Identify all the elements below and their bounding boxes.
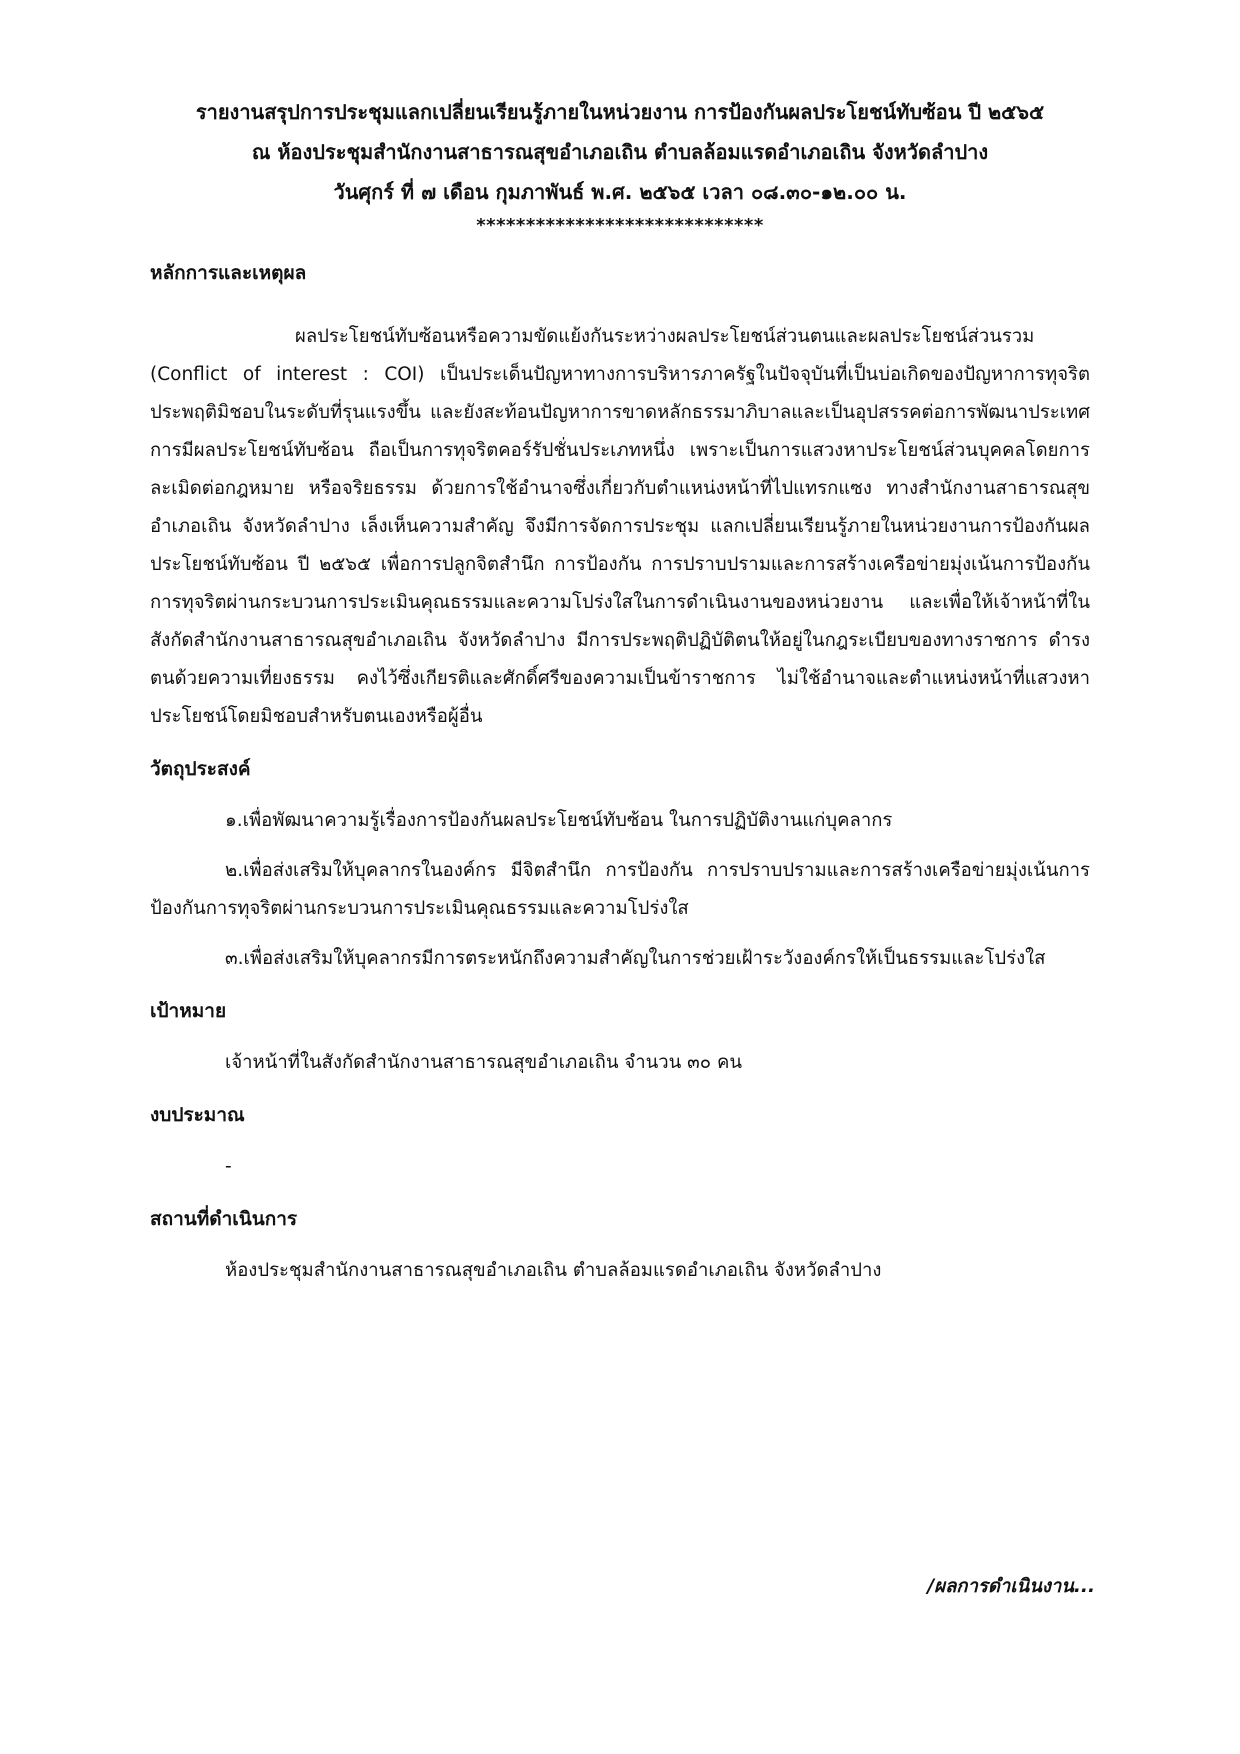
objective-item-3: ๓.เพื่อส่งเสริมให้บุคลากรมีการตระหนักถึงความสำคัญในการช่วยเฝ้าระวังองค์กรให้เป็นธรรมและโปร่งใส	[225, 948, 1046, 969]
objective-item-1: ๑.เพื่อพัฒนาความรู้เรื่องการป้องกันผลประโยชน์ทับซ้อน ในการปฏิบัติงานแก่บุคลากร	[225, 810, 893, 831]
target-text: เจ้าหน้าที่ในสังกัดสำนักงานสาธารณสุขอำเภอเถิน จำนวน ๓๐ คน	[225, 1052, 742, 1073]
report-body	[150, 252, 1090, 1290]
report-date: วันศุกร์ ที่ ๗ เดือน กุมภาพันธ์ พ.ศ. ๒๕๖๕ เวลา ๐๘.๓๐-๑๒.๐๐ น.	[333, 180, 907, 204]
report-title: รายงานสรุปการประชุมแลกเปลี่ยนเรียนรู้ภายในหน่วยงาน การป้องกันผลประโยชน์ทับซ้อน ปี ๒๕๖๕	[195, 100, 1045, 124]
rationale-heading: หลักการและเหตุผล	[150, 262, 307, 284]
continued-note: /ผลการดำเนินงาน...	[927, 1576, 1095, 1597]
venue-heading: สถานที่ดำเนินการ	[150, 1208, 298, 1230]
rationale-text: ผลประโยชน์ทับซ้อนหรือความขัดแย้งกันระหว่างผลประโยชน์ส่วนตนและผลประโยชน์ส่วนรวม (Conflict of interest : COI) เป็นประเด็นปัญหาทางการบริหารภาครัฐในปัจจุบันที่เป็นบ่อเกิดของปัญหาการทุจริตประพฤติมิชอบในระดับที่รุนแรงขึ้น และยังสะท้อนปัญหาการขาดหลักธรรมาภิบาลและเป็นอุปสรรคต่อการพัฒนาประเทศ การมีผลประโยชน์ทับซ้อน ถือเป็นการทุจริตคอร์รัปชั่นประเภทหนึ่ง เพราะเป็นการแสวงหาประโยชน์ส่วนบุคคลโดยการละเมิดต่อกฎหมาย หรือจริยธรรม ด้วยการใช้อำนาจซึ่งเกี่ยวกับตำแหน่งหน้าที่ไปแทรกแซง ทางสำนักงานสาธารณสุขอำเภอเถิน จังหวัดลำปาง เล็งเห็นความสำคัญ จึงมีการจัดการประชุม แลกเปลี่ยนเรียนรู้ภายในหน่วยงานการป้องกันผลประโยชน์ทับซ้อน ปี ๒๕๖๕ เพื่อการปลูกจิตสำนึก การป้องกัน การปราบปรามและการสร้างเครือข่ายมุ่งเน้นการป้องกัน การทุจริตผ่านกระบวนการประเมินคุณธรรมและความโปร่งใสในการดำเนินงานของหน่วยงาน และเพื่อให้เจ้าหน้าที่ในสังกัดสำนักงานสาธารณสุขอำเภอเถิน จังหวัดลำปาง มีการประพฤติปฏิบัติตนให้อยู่ในกฎระเบียบของทางราชการ ดำรงตนด้วยความเที่ยงธรรม คงไว้ซึ่งเกียรติและศักดิ์ศรีของความเป็นข้าราชการ ไม่ใช้อำนาจและตำแหน่งหน้าที่แสวงหาประโยชน์โดยมิชอบสำหรับตนเองหรือผู้อื่น	[150, 326, 1090, 727]
target-heading: เป้าหมาย	[150, 1000, 227, 1022]
objective-item-2: ๒.เพื่อส่งเสริมให้บุคลากรในองค์กร มีจิตสำนึก การป้องกัน การปราบปรามและการสร้างเครือข่ายมุ่งเน้นการป้องกันการทุจริตผ่านกระบวนการประเมินคุณธรรมและความโปร่งใส	[150, 860, 1090, 919]
report-header	[100, 92, 1140, 240]
venue-text: ห้องประชุมสำนักงานสาธารณสุขอำเภอเถิน ตำบลล้อมแรดอำเภอเถิน จังหวัดลำปาง	[225, 1260, 882, 1281]
budget-text: -	[225, 1156, 232, 1177]
header-divider: *****************************	[476, 215, 764, 236]
objectives-heading: วัตถุประสงค์	[150, 758, 251, 780]
report-location: ณ ห้องประชุมสำนักงานสาธารณสุขอำเภอเถิน ตำบลล้อมแรดอำเภอเถิน จังหวัดลำปาง	[251, 140, 989, 164]
budget-heading: งบประมาณ	[150, 1104, 245, 1126]
